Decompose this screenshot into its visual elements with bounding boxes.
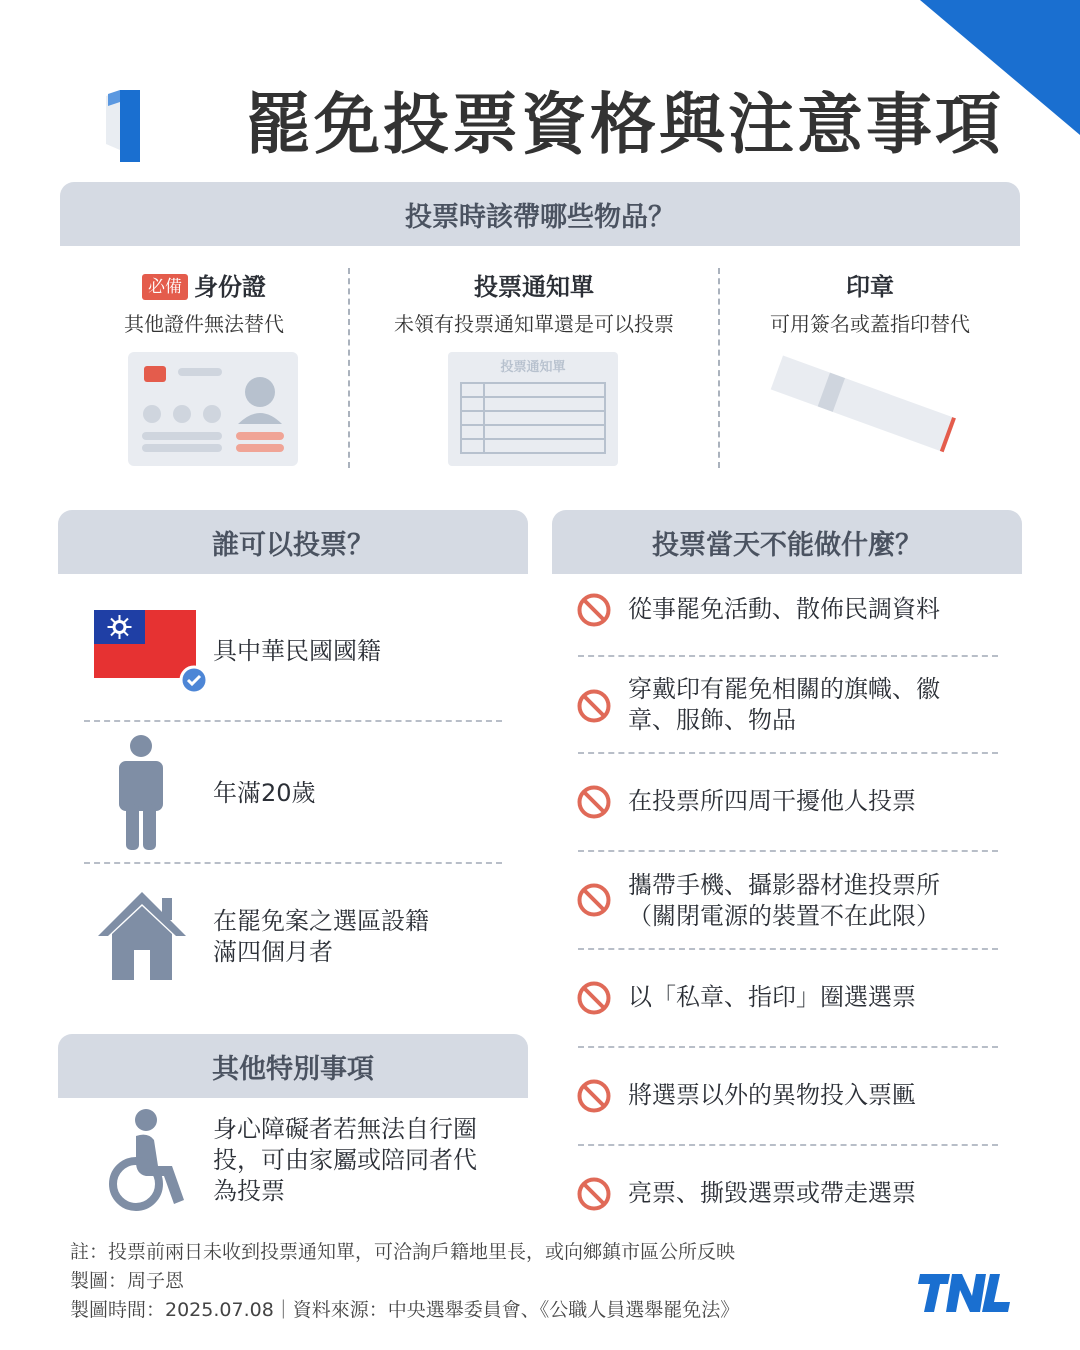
rules-panel-heading (552, 510, 1022, 574)
divider (84, 862, 502, 864)
prohibited-icon (576, 1078, 612, 1114)
condition-line: 滿四個月者 (213, 938, 333, 966)
who-heading-text: 誰可以投票？ (212, 529, 374, 561)
rule-line: 以「私章、指印」圈選選票 (628, 983, 916, 1011)
rule-item (576, 870, 1000, 936)
rule-text (628, 1080, 916, 1111)
footer-source: 製圖時間：2025.07.08｜資料來源：中央選舉委員會、《公職人員選舉罷免法》 (70, 1299, 740, 1321)
rule-line: 亮票、撕毀選票或帶走選票 (628, 1179, 916, 1207)
condition-line: 具中華民國國籍 (213, 637, 381, 665)
rule-text (628, 786, 916, 817)
rule-text (628, 870, 940, 932)
condition-text (213, 636, 381, 667)
other-note (60, 1106, 528, 1216)
condition-line: 年滿20歲 (213, 779, 316, 807)
rule-line: 從事罷免活動、散佈民調資料 (628, 595, 940, 623)
prohibited-icon (576, 980, 612, 1016)
rules-heading-text: 投票當天不能做什麼？ (652, 529, 922, 561)
rule-item (576, 980, 1000, 1020)
other-heading-text: 其他特別事項 (212, 1053, 374, 1085)
rule-line: 在投票所四周干擾他人投票 (628, 787, 916, 815)
rule-line: 穿戴印有罷免相關的旗幟、徽 (628, 675, 940, 703)
footer (70, 1238, 739, 1325)
other-note-text (213, 1114, 477, 1207)
items-heading-text: 投票時該帶哪些物品？ (405, 201, 675, 233)
rule-item (576, 1078, 1000, 1118)
house-icon (96, 888, 188, 982)
wheelchair-icon (106, 1108, 186, 1212)
rule-line: 將選票以外的異物投入票匭 (628, 1081, 916, 1109)
footer-credit: 製圖：周子恩 (70, 1270, 185, 1292)
condition-residency (60, 886, 528, 986)
notice-form-label: 投票通知單 (500, 360, 566, 375)
condition-line: 在罷免案之選區設籍 (213, 907, 429, 935)
item-id-card (60, 246, 348, 468)
prohibited-icon (576, 784, 612, 820)
items-panel-heading (60, 182, 1020, 246)
rule-text (628, 594, 940, 625)
rule-item (576, 1176, 1000, 1216)
rule-text (628, 1178, 916, 1209)
item-subtitle: 其他證件無法替代 (124, 312, 284, 336)
item-notice (350, 246, 718, 468)
divider (578, 752, 998, 754)
section-number-icon (100, 86, 148, 164)
rule-text (628, 674, 940, 736)
rule-item (576, 784, 1000, 824)
condition-nationality (60, 604, 528, 704)
divider (578, 850, 998, 852)
divider (578, 655, 998, 657)
footer-note: 註：投票前兩日未收到投票通知單，可洽詢戶籍地里長，或向鄉鎮市區公所反映 (70, 1241, 736, 1263)
divider (578, 1144, 998, 1146)
notice-form-icon (448, 352, 618, 466)
rule-item (576, 674, 1000, 740)
note-line: 為投票 (213, 1177, 285, 1205)
required-badge: 必備 (142, 274, 188, 300)
item-subtitle: 未領有投票通知單還是可以投票 (394, 312, 674, 336)
page-title: 罷免投票資格與注意事項 (245, 85, 1004, 163)
other-panel-heading (58, 1034, 528, 1098)
rule-line: 章、服飾、物品 (628, 706, 796, 734)
divider (578, 1046, 998, 1048)
tnl-logo (916, 1270, 1012, 1316)
prohibited-icon (576, 882, 612, 918)
prohibited-icon (576, 1176, 612, 1212)
condition-text (213, 906, 429, 968)
item-title: 投票通知單 (474, 273, 594, 301)
item-seal (720, 246, 1020, 468)
prohibited-icon (576, 592, 612, 628)
condition-age (60, 734, 528, 852)
seal-icon (764, 342, 964, 462)
person-icon (116, 734, 166, 852)
note-line: 身心障礙者若無法自行圈 (213, 1115, 477, 1143)
note-line: 投，可由家屬或陪同者代 (213, 1146, 477, 1174)
item-subtitle: 可用簽名或蓋指印替代 (770, 312, 970, 336)
rule-line: （關閉電源的裝置不在此限） (628, 902, 940, 930)
rule-line: 攜帶手機、攝影器材進投票所 (628, 871, 940, 899)
divider (84, 720, 502, 722)
condition-text (213, 778, 316, 809)
who-panel-heading (58, 510, 528, 574)
prohibited-icon (576, 688, 612, 724)
rule-item (576, 592, 1000, 632)
rule-text (628, 982, 916, 1013)
divider (578, 948, 998, 950)
id-card-icon (128, 352, 298, 466)
form-grid (460, 382, 606, 454)
item-title: 印章 (846, 273, 894, 301)
flag-icon (90, 606, 210, 696)
items-panel (60, 246, 1020, 468)
item-title: 身份證 (194, 273, 266, 301)
